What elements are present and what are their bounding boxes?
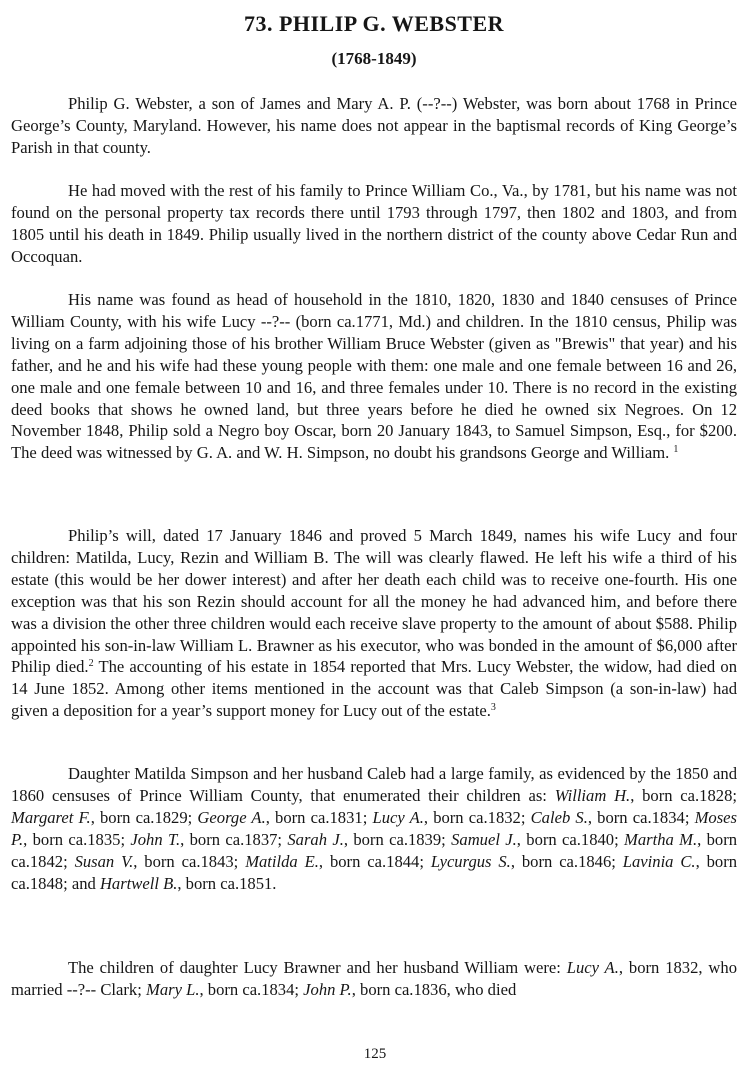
child-birth: , born ca.1846; <box>510 851 623 871</box>
footnote-marker: 2 <box>88 658 94 670</box>
page-number: 125 <box>363 1046 387 1062</box>
child-name: Caleb S. <box>530 807 588 827</box>
child-name: Lucy A. <box>372 807 424 827</box>
child-birth: , born 1832, who married --?-- Clark; <box>11 958 737 999</box>
child-birth: , born ca.1851. <box>177 873 277 893</box>
paragraph-birth <box>11 93 737 159</box>
paragraph-text: The children of daughter Lucy Brawner and her husband William were: <box>68 958 567 977</box>
paragraph-text: The accounting of his estate in 1854 reported that Mrs. Lucy Webster, the widow, had died on 14 June 1852. Among other items mentioned in the account was that Caleb Simpson (a son-in-law) had given a deposition for a year’s support money for Lucy out of the estate. <box>11 657 737 721</box>
paragraph-will <box>11 525 737 722</box>
child-name: George A. <box>197 807 266 827</box>
child-birth: , born ca.1832; <box>423 807 531 827</box>
paragraph-text: His name was found as head of household in the 1810, 1820, 1830 and 1840 censuses of Prince William County, with his wife Lucy --?-- (born ca.1771, Md.) and children. In the 1810 census, Philip was living on a farm adjoining those of his brother William Bruce Webster (given as "Brewis" that year) and his father, and he and his wife had these young people with them: one male and one female between 16 and 26, one male and one female between 10 and 16, and three females under 10. There is no record in the existing deed books that shows he owned land, but three years before he died he owned six Negroes. On 12 November 1848, Philip sold a Negro boy Oscar, born 20 January 1843, to Samuel Simpson, Esq., for $200. The deed was witnessed by G. A. and W. H. Simpson, no doubt his grandsons George and William. <box>11 290 737 463</box>
paragraph-text: Daughter Matilda Simpson and her husband Caleb had a large family, as evidenced by the 1850 and 1860 censuses of Prince William County, that enumerated their children as: <box>11 764 737 805</box>
child-birth: , born ca.1840; <box>516 829 625 849</box>
child-name: John T. <box>130 829 181 849</box>
paragraph-census <box>11 289 737 464</box>
paragraph-text: He had moved with the rest of his family to Prince William Co., Va., by 1781, but his name was not found on the personal property tax records there until 1793 through 1797, then 1802 and 1803, and from 1805 until his death in 1849. Philip usually lived in the northern district of the county above Cedar Run and Occoquan. <box>11 181 737 266</box>
child-name: Hartwell B. <box>99 873 178 893</box>
child-name: Mary L. <box>146 979 200 999</box>
child-name: Lavinia C. <box>622 851 696 871</box>
child-name: Matilda E. <box>245 851 319 871</box>
child-birth: , born ca.1842; <box>11 829 738 871</box>
child-birth: , born ca.1834; <box>587 807 695 827</box>
child-birth: , born ca.1835; <box>23 829 131 849</box>
child-birth: , born ca.1834; <box>199 979 304 999</box>
child-name: John P. <box>303 979 352 999</box>
paragraph-brawner-children <box>11 957 737 1001</box>
child-name: Lycurgus S. <box>430 851 511 871</box>
chapter-title: 73. PHILIP G. WEBSTER <box>243 11 505 36</box>
child-name: Moses P. <box>11 807 737 849</box>
child-name: Sarah J. <box>287 829 344 849</box>
paragraph-text: Philip G. Webster, a son of James and Mary A. P. (--?--) Webster, was born about 1768 in Prince George’s County, Maryland. However, his name does not appear in the baptismal records of King George’s Parish in that county. <box>11 94 737 157</box>
child-name: William H. <box>554 785 631 805</box>
footnote-marker: 3 <box>490 702 496 714</box>
child-birth: , born ca.1844; <box>318 851 431 871</box>
child-birth: , born ca.1837; <box>180 829 288 849</box>
paragraph-residence <box>11 180 737 268</box>
child-birth: , born ca.1831; <box>265 807 373 827</box>
child-birth: , born ca.1829; <box>90 807 198 827</box>
footnote-marker: 1 <box>673 444 679 456</box>
child-birth: , born ca.1848; and <box>11 851 738 893</box>
child-birth: , born ca.1839; <box>343 829 452 849</box>
lifespan-dates: (1768-1849) <box>331 49 417 68</box>
child-name: Susan V. <box>74 851 134 871</box>
paragraph-text: Philip’s will, dated 17 January 1846 and proved 5 March 1849, names his wife Lucy and four children: Matilda, Lucy, Rezin and William B. The will was clearly flawed. He left his wife a third of his estate (this would be her dower interest) and after her death each child was to receive one-fourth. His one exception was that his son Rezin should account for all the money he had advanced him, and before there was a division the other three children would each receive slave property to the amount of about $588. Philip appointed his son-in-law William L. Brawner as his executor, who was bonded in the amount of $6,000 after Philip died. <box>11 526 737 677</box>
child-name: Margaret F. <box>11 807 91 827</box>
paragraph-simpson-children <box>11 763 737 894</box>
child-name: Martha M. <box>624 829 698 849</box>
child-name: Lucy A. <box>566 958 619 977</box>
child-birth: , born ca.1843; <box>133 851 246 871</box>
child-birth: , born ca.1836, who died <box>351 979 517 999</box>
child-name: Samuel J. <box>451 829 517 849</box>
child-birth: , born ca.1828; <box>630 785 737 805</box>
